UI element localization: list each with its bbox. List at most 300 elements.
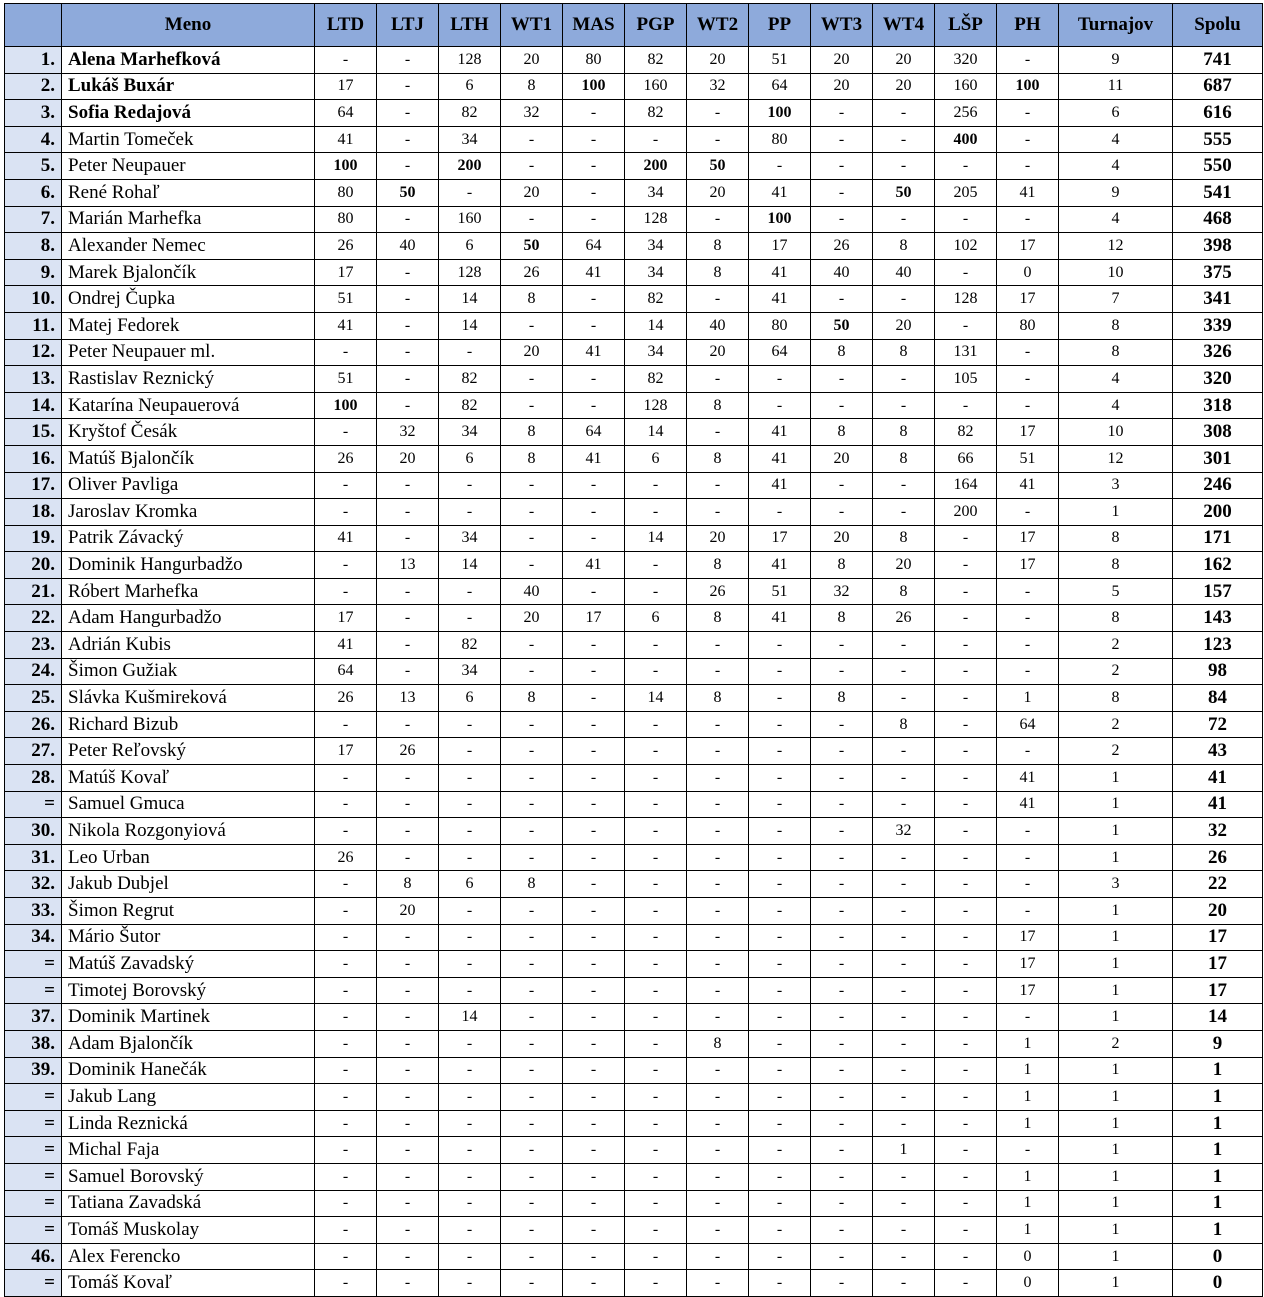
- score-cell: -: [811, 499, 873, 526]
- score-cell: -: [315, 1030, 377, 1057]
- score-cell: 17: [315, 605, 377, 632]
- score-cell: -: [501, 1004, 563, 1031]
- table-row: [5, 871, 1263, 898]
- score-cell: -: [377, 605, 439, 632]
- score-cell: -: [997, 100, 1059, 127]
- score-cell: 20: [501, 179, 563, 206]
- score-cell: -: [873, 1030, 935, 1057]
- player-name: Matúš Kovaľ: [62, 765, 315, 792]
- score-cell: -: [749, 1270, 811, 1297]
- score-cell: -: [935, 898, 997, 925]
- score-cell: -: [501, 1137, 563, 1164]
- score-cell: -: [625, 791, 687, 818]
- score-cell: 64: [563, 233, 625, 260]
- score-cell: 100: [749, 206, 811, 233]
- score-cell: -: [935, 1057, 997, 1084]
- score-cell: -: [749, 871, 811, 898]
- tournaments-cell: 4: [1059, 392, 1173, 419]
- score-cell: -: [563, 1270, 625, 1297]
- tournaments-cell: 12: [1059, 233, 1173, 260]
- score-cell: -: [315, 472, 377, 499]
- score-cell: -: [873, 499, 935, 526]
- score-cell: -: [439, 578, 501, 605]
- score-cell: 82: [625, 366, 687, 393]
- score-cell: -: [439, 1217, 501, 1244]
- score-cell: -: [811, 738, 873, 765]
- total-cell: 555: [1173, 126, 1263, 153]
- table-row: [5, 392, 1263, 419]
- score-cell: 20: [873, 47, 935, 74]
- total-cell: 98: [1173, 658, 1263, 685]
- score-cell: -: [563, 1057, 625, 1084]
- score-cell: -: [873, 951, 935, 978]
- tournaments-cell: 1: [1059, 1243, 1173, 1270]
- score-cell: -: [563, 1004, 625, 1031]
- score-cell: 17: [997, 525, 1059, 552]
- total-cell: 17: [1173, 924, 1263, 951]
- score-cell: -: [439, 1243, 501, 1270]
- table-row: [5, 791, 1263, 818]
- score-cell: 100: [315, 153, 377, 180]
- player-name: Matúš Zavadský: [62, 951, 315, 978]
- score-cell: -: [873, 1163, 935, 1190]
- score-cell: -: [625, 578, 687, 605]
- score-cell: 14: [439, 1004, 501, 1031]
- score-cell: 26: [501, 259, 563, 286]
- table-row: [5, 1243, 1263, 1270]
- score-cell: 8: [501, 685, 563, 712]
- table-row: [5, 1163, 1263, 1190]
- total-cell: 17: [1173, 977, 1263, 1004]
- score-cell: -: [377, 1137, 439, 1164]
- player-name: Alexander Nemec: [62, 233, 315, 260]
- score-cell: -: [749, 366, 811, 393]
- score-cell: -: [625, 1004, 687, 1031]
- score-cell: -: [997, 738, 1059, 765]
- score-cell: -: [811, 179, 873, 206]
- total-cell: 550: [1173, 153, 1263, 180]
- score-cell: -: [687, 871, 749, 898]
- tournaments-cell: 2: [1059, 738, 1173, 765]
- score-cell: 1: [873, 1137, 935, 1164]
- rank-cell: 10.: [5, 286, 62, 313]
- tournaments-cell: 7: [1059, 286, 1173, 313]
- score-cell: -: [501, 658, 563, 685]
- score-cell: -: [315, 1190, 377, 1217]
- score-cell: -: [811, 1190, 873, 1217]
- score-cell: -: [873, 1217, 935, 1244]
- table-row: [5, 73, 1263, 100]
- score-cell: -: [935, 1243, 997, 1270]
- score-cell: -: [749, 1057, 811, 1084]
- score-cell: 80: [749, 126, 811, 153]
- score-cell: -: [501, 898, 563, 925]
- score-cell: 17: [997, 951, 1059, 978]
- score-cell: -: [563, 312, 625, 339]
- score-cell: 41: [563, 339, 625, 366]
- player-name: Šimon Gužiak: [62, 658, 315, 685]
- rank-cell: 24.: [5, 658, 62, 685]
- rank-cell: 2.: [5, 73, 62, 100]
- score-cell: -: [377, 206, 439, 233]
- score-cell: -: [625, 738, 687, 765]
- score-cell: 82: [625, 286, 687, 313]
- score-cell: 256: [935, 100, 997, 127]
- total-cell: 41: [1173, 765, 1263, 792]
- total-cell: 341: [1173, 286, 1263, 313]
- score-cell: -: [935, 153, 997, 180]
- header-lšp: LŠP: [935, 4, 997, 47]
- score-cell: -: [439, 1030, 501, 1057]
- tournaments-cell: 2: [1059, 632, 1173, 659]
- rank-cell: =: [5, 1137, 62, 1164]
- score-cell: -: [749, 1110, 811, 1137]
- table-row: [5, 844, 1263, 871]
- score-cell: 100: [563, 73, 625, 100]
- total-cell: 200: [1173, 499, 1263, 526]
- table-row: [5, 179, 1263, 206]
- rank-cell: 33.: [5, 898, 62, 925]
- score-cell: -: [687, 1004, 749, 1031]
- player-name: Alena Marhefková: [62, 47, 315, 74]
- score-cell: 34: [625, 233, 687, 260]
- total-cell: 41: [1173, 791, 1263, 818]
- score-cell: 8: [501, 871, 563, 898]
- score-cell: 17: [315, 259, 377, 286]
- score-cell: -: [687, 1110, 749, 1137]
- rank-cell: 1.: [5, 47, 62, 74]
- score-cell: -: [501, 844, 563, 871]
- score-cell: 8: [873, 419, 935, 446]
- score-cell: -: [935, 206, 997, 233]
- header-ltj: LTJ: [377, 4, 439, 47]
- score-cell: -: [749, 1030, 811, 1057]
- total-cell: 318: [1173, 392, 1263, 419]
- score-cell: -: [873, 685, 935, 712]
- score-cell: -: [501, 552, 563, 579]
- score-cell: -: [811, 1030, 873, 1057]
- score-cell: -: [563, 951, 625, 978]
- score-cell: -: [563, 1110, 625, 1137]
- score-cell: -: [997, 1004, 1059, 1031]
- score-cell: -: [439, 1084, 501, 1111]
- score-cell: 40: [687, 312, 749, 339]
- score-cell: -: [873, 286, 935, 313]
- score-cell: -: [439, 738, 501, 765]
- score-cell: -: [563, 1084, 625, 1111]
- score-cell: -: [935, 1084, 997, 1111]
- score-cell: -: [935, 791, 997, 818]
- score-cell: -: [439, 499, 501, 526]
- score-cell: -: [687, 1163, 749, 1190]
- score-cell: 14: [439, 312, 501, 339]
- table-row: [5, 818, 1263, 845]
- score-cell: -: [935, 711, 997, 738]
- score-cell: -: [935, 552, 997, 579]
- score-cell: 20: [687, 525, 749, 552]
- table-row: [5, 472, 1263, 499]
- player-name: Rastislav Reznický: [62, 366, 315, 393]
- tournaments-cell: 2: [1059, 658, 1173, 685]
- table-row: [5, 499, 1263, 526]
- score-cell: -: [811, 711, 873, 738]
- score-cell: -: [935, 1030, 997, 1057]
- score-cell: 14: [625, 685, 687, 712]
- score-cell: -: [377, 1270, 439, 1297]
- score-cell: 20: [873, 73, 935, 100]
- player-name: Samuel Borovský: [62, 1163, 315, 1190]
- table-row: [5, 1110, 1263, 1137]
- tournaments-cell: 3: [1059, 472, 1173, 499]
- score-cell: -: [563, 818, 625, 845]
- tournaments-cell: 8: [1059, 312, 1173, 339]
- score-cell: -: [811, 1217, 873, 1244]
- score-cell: -: [315, 871, 377, 898]
- score-cell: -: [625, 1137, 687, 1164]
- score-cell: -: [935, 1270, 997, 1297]
- tournaments-cell: 1: [1059, 1270, 1173, 1297]
- score-cell: -: [935, 392, 997, 419]
- score-cell: 8: [377, 871, 439, 898]
- score-cell: -: [935, 1217, 997, 1244]
- score-cell: -: [563, 286, 625, 313]
- table-row: [5, 312, 1263, 339]
- total-cell: 20: [1173, 898, 1263, 925]
- score-cell: -: [997, 366, 1059, 393]
- total-cell: 26: [1173, 844, 1263, 871]
- score-cell: 26: [315, 685, 377, 712]
- score-cell: 40: [501, 578, 563, 605]
- player-name: Matej Fedorek: [62, 312, 315, 339]
- score-cell: -: [997, 658, 1059, 685]
- score-cell: -: [501, 791, 563, 818]
- tournaments-cell: 10: [1059, 259, 1173, 286]
- score-cell: 205: [935, 179, 997, 206]
- score-cell: -: [377, 765, 439, 792]
- score-cell: -: [625, 499, 687, 526]
- score-cell: 34: [625, 259, 687, 286]
- total-cell: 143: [1173, 605, 1263, 632]
- score-cell: -: [935, 658, 997, 685]
- score-cell: -: [811, 1004, 873, 1031]
- score-cell: -: [749, 818, 811, 845]
- score-cell: -: [563, 1137, 625, 1164]
- score-cell: -: [811, 658, 873, 685]
- score-cell: 41: [997, 179, 1059, 206]
- tournaments-cell: 4: [1059, 366, 1173, 393]
- rank-cell: 8.: [5, 233, 62, 260]
- score-cell: -: [501, 525, 563, 552]
- score-cell: -: [563, 685, 625, 712]
- score-cell: -: [873, 871, 935, 898]
- score-cell: 41: [749, 286, 811, 313]
- score-cell: 8: [873, 233, 935, 260]
- player-name: René Rohaľ: [62, 179, 315, 206]
- rank-cell: 11.: [5, 312, 62, 339]
- score-cell: -: [935, 818, 997, 845]
- score-cell: 50: [687, 153, 749, 180]
- score-cell: 17: [997, 924, 1059, 951]
- score-cell: 20: [873, 552, 935, 579]
- score-cell: -: [687, 100, 749, 127]
- score-cell: -: [687, 924, 749, 951]
- score-cell: -: [501, 765, 563, 792]
- score-cell: 8: [873, 445, 935, 472]
- header-turnajov: Turnajov: [1059, 4, 1173, 47]
- score-cell: -: [935, 632, 997, 659]
- score-cell: -: [749, 1190, 811, 1217]
- score-cell: 41: [997, 791, 1059, 818]
- score-cell: -: [377, 1110, 439, 1137]
- score-cell: -: [315, 1243, 377, 1270]
- score-cell: 20: [377, 898, 439, 925]
- score-cell: 200: [935, 499, 997, 526]
- tournaments-cell: 2: [1059, 711, 1173, 738]
- score-cell: -: [563, 898, 625, 925]
- tournaments-cell: 1: [1059, 951, 1173, 978]
- score-cell: -: [377, 1030, 439, 1057]
- score-cell: -: [749, 1084, 811, 1111]
- score-cell: -: [377, 1084, 439, 1111]
- score-cell: -: [749, 844, 811, 871]
- rank-cell: 38.: [5, 1030, 62, 1057]
- table-row: [5, 632, 1263, 659]
- score-cell: 34: [439, 126, 501, 153]
- score-cell: -: [687, 1217, 749, 1244]
- score-cell: -: [687, 898, 749, 925]
- total-cell: 1: [1173, 1084, 1263, 1111]
- score-cell: -: [377, 312, 439, 339]
- table-row: [5, 1084, 1263, 1111]
- player-name: Tomáš Muskolay: [62, 1217, 315, 1244]
- table-row: [5, 206, 1263, 233]
- tournaments-cell: 1: [1059, 1137, 1173, 1164]
- score-cell: -: [811, 1163, 873, 1190]
- score-cell: -: [377, 632, 439, 659]
- score-cell: 14: [625, 525, 687, 552]
- score-cell: -: [563, 658, 625, 685]
- score-cell: 0: [997, 1243, 1059, 1270]
- score-cell: -: [377, 924, 439, 951]
- score-cell: -: [439, 951, 501, 978]
- tournaments-cell: 1: [1059, 1084, 1173, 1111]
- score-cell: 8: [687, 605, 749, 632]
- player-name: Sofia Redajová: [62, 100, 315, 127]
- score-cell: 8: [811, 339, 873, 366]
- score-cell: 32: [873, 818, 935, 845]
- score-cell: -: [563, 791, 625, 818]
- total-cell: 14: [1173, 1004, 1263, 1031]
- score-cell: -: [935, 259, 997, 286]
- score-cell: 64: [563, 419, 625, 446]
- table-row: [5, 339, 1263, 366]
- score-cell: 82: [439, 100, 501, 127]
- table-row: [5, 47, 1263, 74]
- score-cell: 80: [997, 312, 1059, 339]
- score-cell: 14: [625, 419, 687, 446]
- score-cell: 105: [935, 366, 997, 393]
- score-cell: 20: [811, 445, 873, 472]
- score-cell: -: [873, 658, 935, 685]
- score-cell: 41: [749, 445, 811, 472]
- score-cell: -: [625, 472, 687, 499]
- table-row: [5, 1270, 1263, 1297]
- score-cell: -: [873, 632, 935, 659]
- tournaments-cell: 1: [1059, 791, 1173, 818]
- header-wt3: WT3: [811, 4, 873, 47]
- table-row: [5, 525, 1263, 552]
- score-cell: -: [749, 711, 811, 738]
- score-cell: 8: [811, 419, 873, 446]
- score-cell: -: [935, 1190, 997, 1217]
- total-cell: 1: [1173, 1057, 1263, 1084]
- score-cell: -: [687, 632, 749, 659]
- total-cell: 1: [1173, 1217, 1263, 1244]
- score-cell: -: [625, 1084, 687, 1111]
- score-cell: -: [315, 765, 377, 792]
- score-cell: 82: [625, 47, 687, 74]
- score-cell: -: [377, 578, 439, 605]
- score-cell: -: [687, 738, 749, 765]
- score-cell: 0: [997, 259, 1059, 286]
- score-cell: 20: [377, 445, 439, 472]
- score-cell: 20: [811, 525, 873, 552]
- player-name: Marek Bjalončík: [62, 259, 315, 286]
- score-cell: 6: [625, 605, 687, 632]
- tournaments-cell: 1: [1059, 1163, 1173, 1190]
- tournaments-cell: 8: [1059, 552, 1173, 579]
- score-cell: -: [439, 1110, 501, 1137]
- player-name: Lukáš Buxár: [62, 73, 315, 100]
- score-cell: 17: [563, 605, 625, 632]
- total-cell: 17: [1173, 951, 1263, 978]
- score-cell: 100: [315, 392, 377, 419]
- total-cell: 157: [1173, 578, 1263, 605]
- score-cell: 64: [997, 711, 1059, 738]
- score-cell: -: [501, 499, 563, 526]
- score-cell: -: [563, 100, 625, 127]
- player-name: Jakub Dubjel: [62, 871, 315, 898]
- score-cell: -: [315, 898, 377, 925]
- tournaments-cell: 10: [1059, 419, 1173, 446]
- table-row: [5, 233, 1263, 260]
- score-cell: -: [749, 392, 811, 419]
- score-cell: -: [501, 1110, 563, 1137]
- score-cell: 82: [935, 419, 997, 446]
- rank-cell: =: [5, 1084, 62, 1111]
- score-cell: -: [873, 1243, 935, 1270]
- score-cell: -: [563, 472, 625, 499]
- score-cell: 26: [873, 605, 935, 632]
- header-row: [5, 4, 1263, 47]
- score-cell: -: [377, 1057, 439, 1084]
- score-cell: -: [439, 1270, 501, 1297]
- table-row: [5, 259, 1263, 286]
- score-cell: 64: [315, 658, 377, 685]
- score-cell: -: [439, 472, 501, 499]
- score-cell: -: [873, 392, 935, 419]
- header-wt1: WT1: [501, 4, 563, 47]
- score-cell: -: [439, 924, 501, 951]
- score-cell: 160: [935, 73, 997, 100]
- score-cell: 14: [625, 312, 687, 339]
- player-name: Dominik Hangurbadžo: [62, 552, 315, 579]
- rank-cell: 16.: [5, 445, 62, 472]
- total-cell: 398: [1173, 233, 1263, 260]
- score-cell: -: [315, 1057, 377, 1084]
- score-cell: -: [687, 844, 749, 871]
- score-cell: -: [501, 126, 563, 153]
